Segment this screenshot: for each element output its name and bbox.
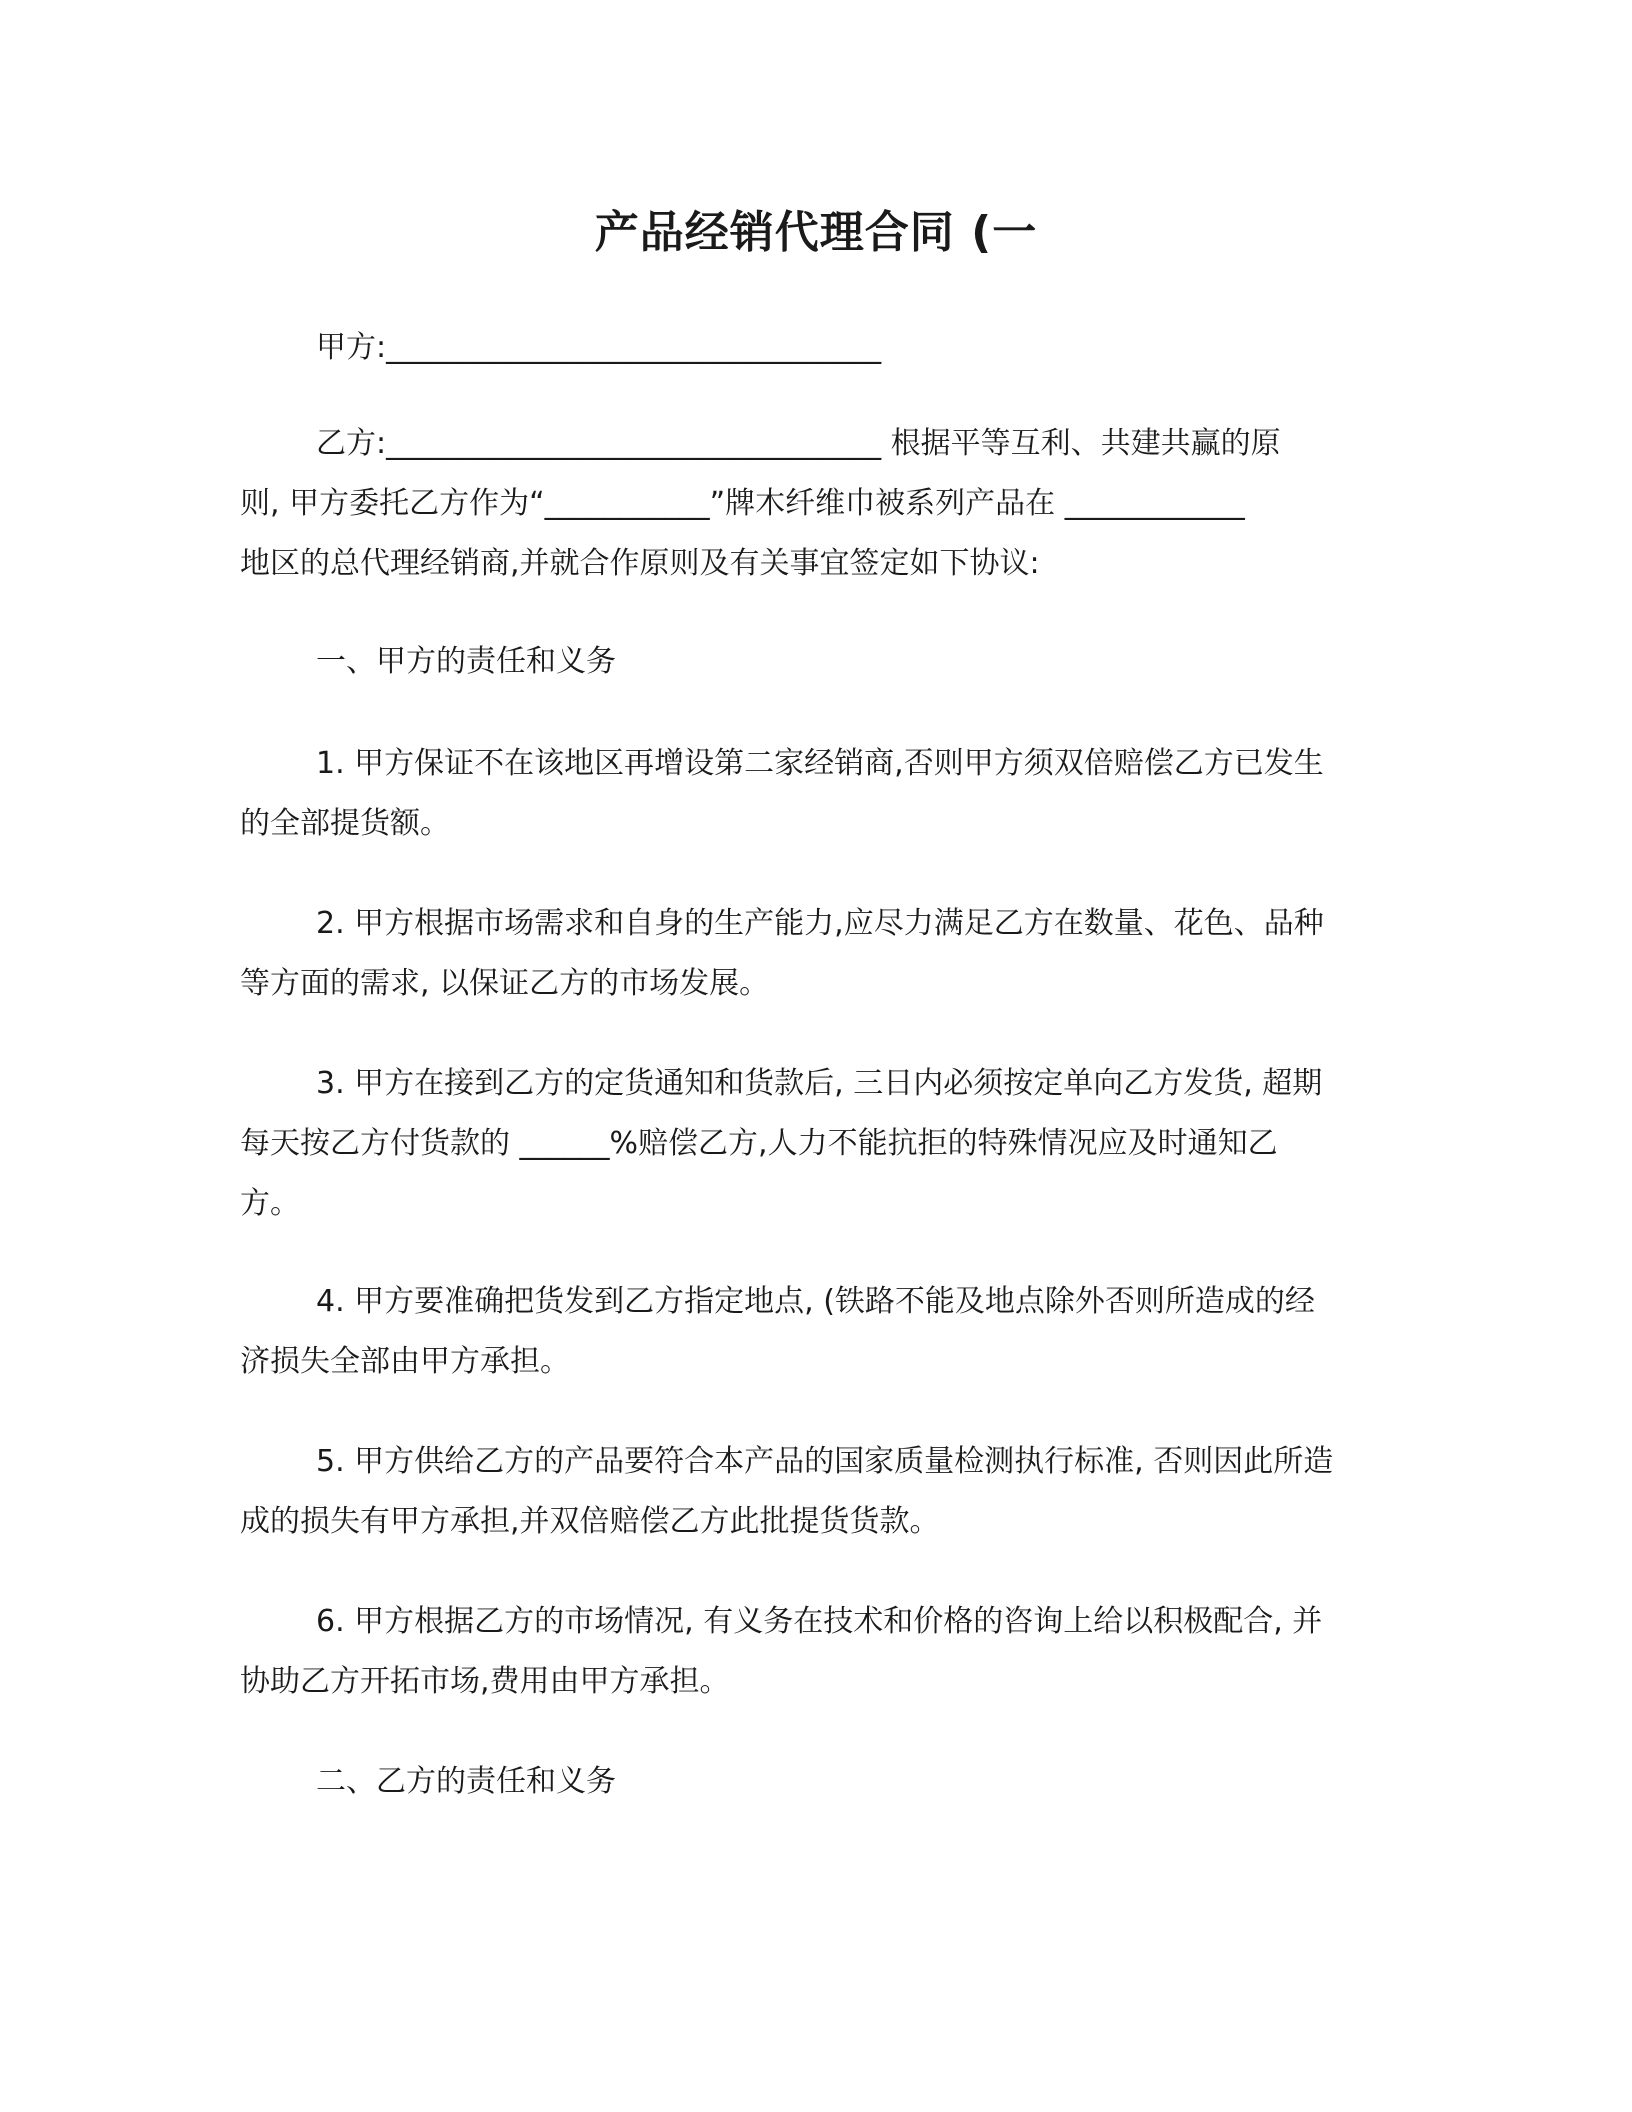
clause-6-line-1: 6. 甲方根据乙方的市场情况, 有义务在技术和价格的咨询上给以积极配合, 并 [316,1604,1323,1639]
party-b-line-1: 乙方:_________________________________ 根据平等互利、共建共赢的原 [316,426,1281,461]
clause-5-line-2: 成的损失有甲方承担,并双倍赔偿乙方此批提货货款。 [240,1504,940,1539]
section-heading-1: 一、甲方的责任和义务 [316,644,616,679]
clause-4-line-1: 4. 甲方要准确把货发到乙方指定地点, (铁路不能及地点除外否则所造成的经 [316,1284,1315,1319]
clause-3-line-1: 3. 甲方在接到乙方的定货通知和货款后, 三日内必须按定单向乙方发货, 超期 [316,1066,1323,1101]
clause-2-line-2: 等方面的需求, 以保证乙方的市场发展。 [240,966,770,1001]
clause-6-line-2: 协助乙方开拓市场,费用由甲方承担。 [240,1664,730,1699]
document-title: 产品经销代理合同 (一 [594,207,1038,258]
clause-3-line-3: 方。 [240,1186,300,1221]
party-b-line-2: 则, 甲方委托乙方作为“___________”牌木纤维巾被系列产品在 ____________ [240,486,1245,521]
clause-1-line-1: 1. 甲方保证不在该地区再增设第二家经销商,否则甲方须双倍赔偿乙方已发生 [316,746,1324,781]
clause-5-line-1: 5. 甲方供给乙方的产品要符合本产品的国家质量检测执行标准, 否则因此所造 [316,1444,1334,1479]
party-a-line: 甲方:_________________________________ [316,330,882,365]
clause-2-line-1: 2. 甲方根据市场需求和自身的生产能力,应尽力满足乙方在数量、花色、品种 [316,906,1324,941]
clause-1-line-2: 的全部提货额。 [240,806,450,841]
party-b-line-3: 地区的总代理经销商,并就合作原则及有关事宜签定如下协议: [240,546,1040,581]
clause-3-line-2: 每天按乙方付货款的 ______%赔偿乙方,人力不能抗拒的特殊情况应及时通知乙 [240,1126,1278,1161]
section-heading-2: 二、乙方的责任和义务 [316,1764,616,1799]
clause-4-line-2: 济损失全部由甲方承担。 [240,1344,570,1379]
